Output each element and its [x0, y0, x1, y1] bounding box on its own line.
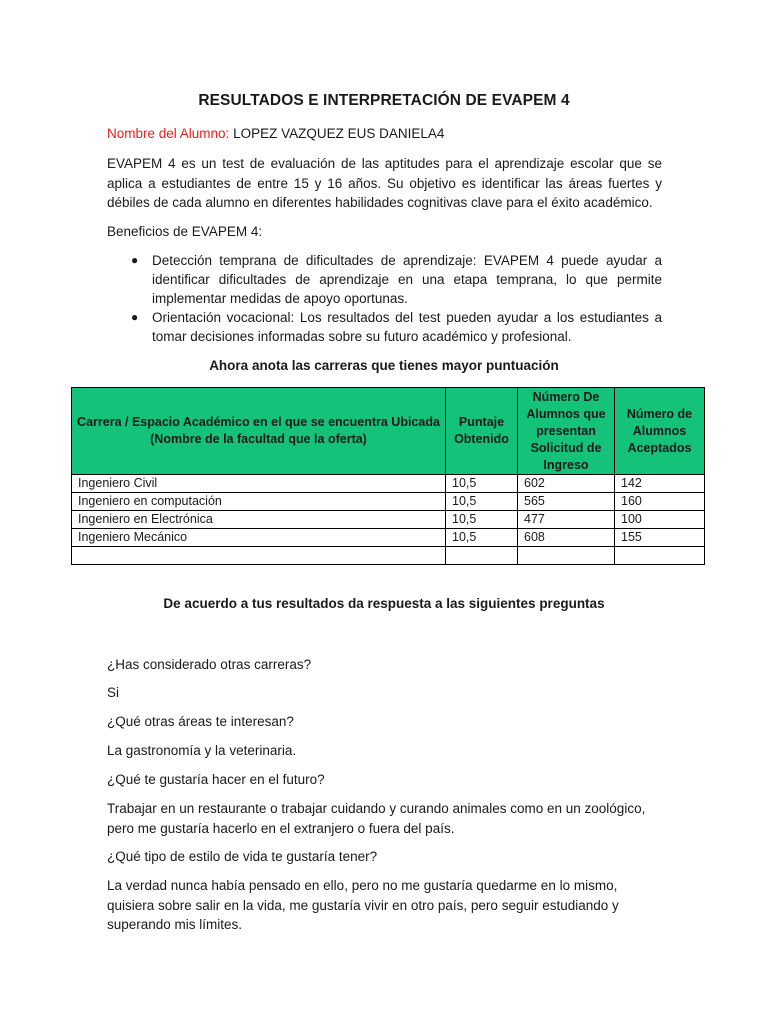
- table-cell: [615, 547, 705, 565]
- table-cell: 10,5: [446, 475, 518, 493]
- header-solicitudes: Número De Alumnos que presentan Solicitud de Ingreso: [518, 388, 615, 475]
- questions-subtitle: De acuerdo a tus resultados da respuesta a las siguientes preguntas: [163, 596, 605, 611]
- student-label: Nombre del Alumno:: [107, 126, 230, 141]
- table-cell: Ingeniero en Electrónica: [72, 511, 446, 529]
- table-cell: 565: [518, 493, 615, 511]
- list-item: [131, 251, 662, 308]
- question-2: ¿Qué otras áreas te interesan?: [107, 714, 294, 729]
- question-3: ¿Qué te gustaría hacer en el futuro?: [107, 772, 325, 787]
- answer-1: Si: [107, 685, 120, 700]
- student-name: LOPEZ VAZQUEZ EUS DANIELA4: [229, 126, 445, 141]
- table-row-empty: [72, 547, 705, 565]
- table-cell: 10,5: [446, 511, 518, 529]
- table-cell: 10,5: [446, 529, 518, 547]
- document-title: RESULTADOS E INTERPRETACIÓN DE EVAPEM 4: [198, 92, 570, 109]
- table-header-row: [72, 388, 705, 475]
- benefit-text: Detección temprana de dificultades de aprendizaje: EVAPEM 4 puede ayudar a identificar dificultades de aprendizaje en una etapa temprana, lo que permite implementar medidas de apoyo oportunas.: [152, 253, 662, 306]
- table-cell: Ingeniero en computación: [72, 493, 446, 511]
- answer-2: La gastronomía y la veterinaria.: [107, 743, 297, 758]
- table-cell: [446, 547, 518, 565]
- table-cell: 477: [518, 511, 615, 529]
- table-row: [72, 511, 705, 529]
- table-cell: Ingeniero Civil: [72, 475, 446, 493]
- table-cell: 602: [518, 475, 615, 493]
- table-cell: 100: [615, 511, 705, 529]
- table-cell: [518, 547, 615, 565]
- student-line: [107, 126, 444, 141]
- table-cell: 142: [615, 475, 705, 493]
- answer-4: La verdad nunca había pensado en ello, pero no me gustaría quedarme en lo mismo, quisiera sobre salir en la vida, me gustaría vivir en otro país, pero seguir estudiando y superando mis límites.: [107, 878, 619, 932]
- table-row: [72, 493, 705, 511]
- table-cell: 160: [615, 493, 705, 511]
- table-subtitle: Ahora anota las carreras que tienes mayor puntuación: [209, 358, 559, 373]
- bullet-icon: ●: [131, 253, 139, 267]
- question-1: ¿Has considerado otras carreras?: [107, 657, 312, 672]
- table-cell: 608: [518, 529, 615, 547]
- answer-3: Trabajar en un restaurante o trabajar cuidando y curando animales como en un zoológico, pero me gustaría hacerlo en el extranjero o fuera del país.: [107, 801, 646, 836]
- table-cell: [72, 547, 446, 565]
- list-item: [131, 308, 662, 346]
- header-carrera: Carrera / Espacio Académico en el que se encuentra Ubicada (Nombre de la facultad que la oferta): [72, 388, 446, 475]
- header-puntaje: Puntaje Obtenido: [446, 388, 518, 475]
- table-row: [72, 529, 705, 547]
- table-row: [72, 475, 705, 493]
- benefit-text: Orientación vocacional: Los resultados del test pueden ayudar a los estudiantes a tomar decisiones informadas sobre su futuro académico y profesional.: [152, 310, 662, 344]
- bullet-icon: ●: [131, 310, 139, 324]
- table-cell: 10,5: [446, 493, 518, 511]
- benefits-title: Beneficios de EVAPEM 4:: [107, 224, 263, 239]
- header-aceptados: Número de Alumnos Aceptados: [615, 388, 705, 475]
- table-cell: 155: [615, 529, 705, 547]
- intro-paragraph: EVAPEM 4 es un test de evaluación de las aptitudes para el aprendizaje escolar que se aplica a estudiantes de entre 15 y 16 años. Su objetivo es identificar las áreas fuertes y débiles de cada alumno en diferentes habilidades cognitivas clave para el éxito académico.: [107, 156, 662, 210]
- results-table: [71, 387, 705, 565]
- question-4: ¿Qué tipo de estilo de vida te gustaría tener?: [107, 849, 378, 864]
- benefits-list: [131, 251, 662, 346]
- table-cell: Ingeniero Mecánico: [72, 529, 446, 547]
